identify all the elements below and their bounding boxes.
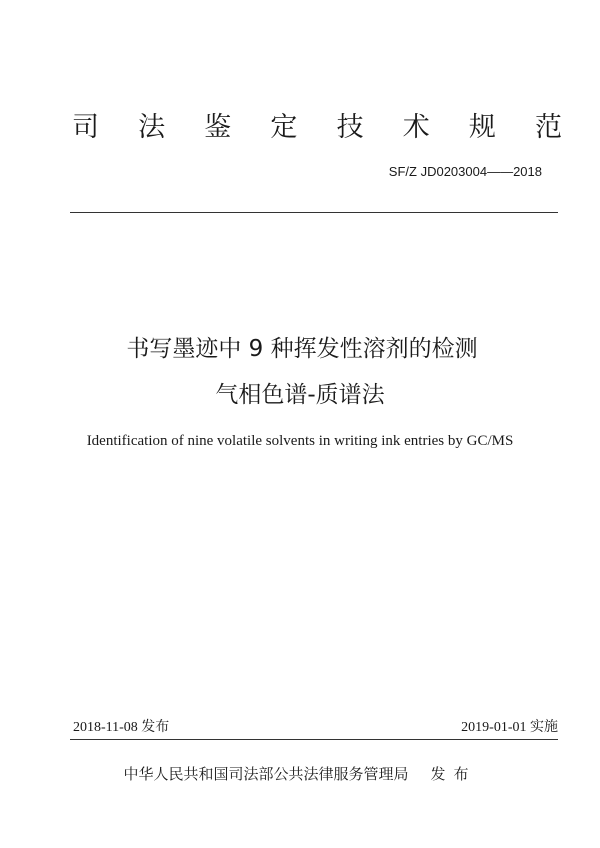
series-char: 定 xyxy=(270,112,298,143)
issue-label: 发布 xyxy=(430,765,477,783)
publisher-line xyxy=(0,764,600,784)
document-title-en: Identification of nine volatile solvents in writing ink entries by GC/MS xyxy=(86,433,514,449)
series-char: 司 xyxy=(72,112,99,143)
publisher-name: 中华人民共和国司法部公共法律服务管理局 xyxy=(123,765,409,783)
effective-date: 2019-01-01 实施 xyxy=(461,720,558,735)
series-char: 鉴 xyxy=(204,112,232,143)
standard-number: SF/Z JD0203004——2018 xyxy=(388,164,542,179)
series-char: 范 xyxy=(534,112,562,143)
release-date: 2018-11-08 发布 xyxy=(73,720,170,735)
series-char: 术 xyxy=(402,112,430,143)
document-title-cn-line1: 书写墨迹中 9 种挥发性溶剂的检测 xyxy=(126,336,478,362)
document-title-cn-line2: 气相色谱-质谱法 xyxy=(215,382,385,408)
header-divider xyxy=(70,212,558,213)
series-char: 技 xyxy=(336,112,364,143)
series-char: 法 xyxy=(138,112,166,143)
series-title xyxy=(72,112,562,144)
series-char: 规 xyxy=(468,112,496,143)
footer-divider xyxy=(70,739,558,740)
